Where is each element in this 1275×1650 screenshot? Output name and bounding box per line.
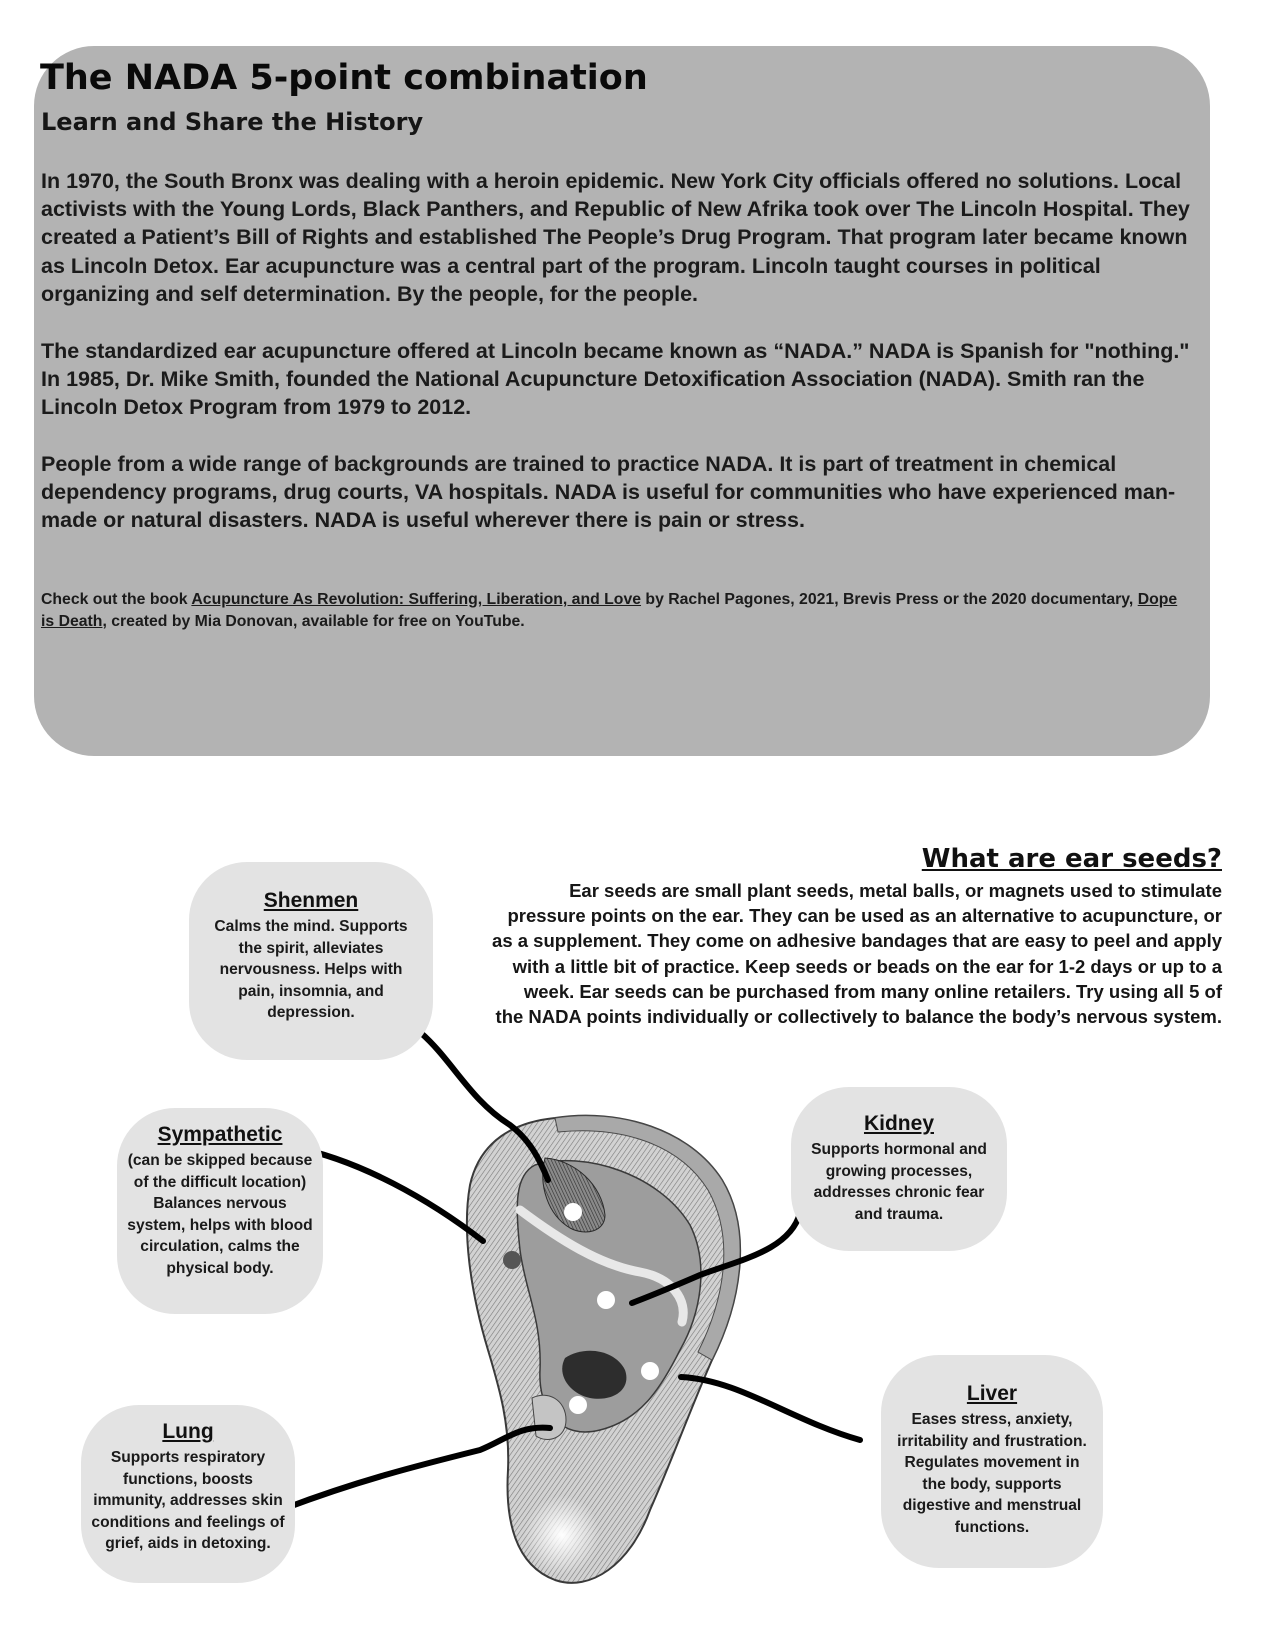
shenmen-description: Calms the mind. Supports the spirit, alleviates nervousness. Helps with pain, insomnia, and depression. [214,918,408,1021]
note-prefix: Check out the book [41,591,192,608]
page-subtitle: Learn and Share the History [41,108,424,136]
liver-card [881,1355,1103,1568]
history-paragraph-2: The standardized ear acupuncture offered at Lincoln became known as “NADA.” NADA is Spanish for "nothing." In 1985, Dr. Mike Smith, founded the National Acupuncture Detoxification Association (NADA). Smith ran the Lincoln Detox Program from 1979 to 2012. [41,339,1190,420]
liver-title: Liver [966,1382,1018,1405]
sympathetic-description: (can be skipped because of the difficult location) Balances nervous system, helps with blood circulation, calms the physical body. [127,1152,313,1277]
kidney-description: Supports hormonal and growing processes, addresses chronic fear and trauma. [811,1141,987,1223]
lung-point-marker [569,1396,587,1414]
book-title: Acupuncture As Revolution: Suffering, Liberation, and Love [191,591,642,608]
leader-line-liver [681,1377,860,1440]
ear-seeds-description: Ear seeds are small plant seeds, metal balls, or magnets used to stimulate pressure points on the ear. They can be used as an alternative to acupuncture, or as a supplement. They come on adhesive bandages that are easy to peel and apply with a little bit of practice. Keep seeds or beads on the ear for 1-2 days or up to a week. Ear seeds can be purchased from many online retailers. Try using all 5 of the NADA points individually or collectively to balance the body’s nervous system. [492,880,1222,1028]
note-mid: by Rachel Pagones, 2021, Brevis Press or the 2020 documentary, [641,591,1138,608]
lung-card [81,1405,295,1583]
ear-seeds-title: What are ear seeds? [921,844,1222,874]
sympathetic-point-marker [503,1251,521,1269]
history-paragraph-3: People from a wide range of backgrounds are trained to practice NADA. It is part of treatment in chemical dependency programs, drug courts, VA hospitals. NADA is useful for communities who have experienced man-made or natural disasters. NADA is useful wherever there is pain or stress. [41,452,1176,533]
shenmen-card [189,862,433,1060]
documentary-title: Dope is Death [41,591,1178,630]
kidney-title: Kidney [863,1112,934,1135]
lung-description: Supports respiratory functions, boosts immunity, addresses skin conditions and feelings of grief, aids in detoxing. [91,1449,285,1552]
kidney-card [791,1087,1007,1251]
liver-description: Eases stress, anxiety, irritability and frustration. Regulates movement in the body, supports digestive and menstrual functions. [897,1411,1087,1536]
history-paragraph-1: In 1970, the South Bronx was dealing with a heroin epidemic. New York City officials offered no solutions. Local activists with the Young Lords, Black Panthers, and Republic of New Afrika took over The Lincoln Hospital. They created a Patient’s Bill of Rights and established The People’s Drug Program. That program later became known as Lincoln Detox. Ear acupuncture was a central part of the program. Lincoln taught courses in political organizing and self determination. By the people, for the people. [41,169,1190,306]
liver-point-marker [641,1362,659,1380]
kidney-point-marker [597,1291,615,1309]
note-suffix: , created by Mia Donovan, available for free on YouTube. [102,613,525,630]
sympathetic-title: Sympathetic [157,1123,283,1146]
page-title: The NADA 5-point combination [40,58,648,98]
lung-title: Lung [162,1420,214,1443]
shenmen-point-marker [564,1203,582,1221]
shenmen-title: Shenmen [263,889,359,912]
sympathetic-card [117,1108,323,1314]
